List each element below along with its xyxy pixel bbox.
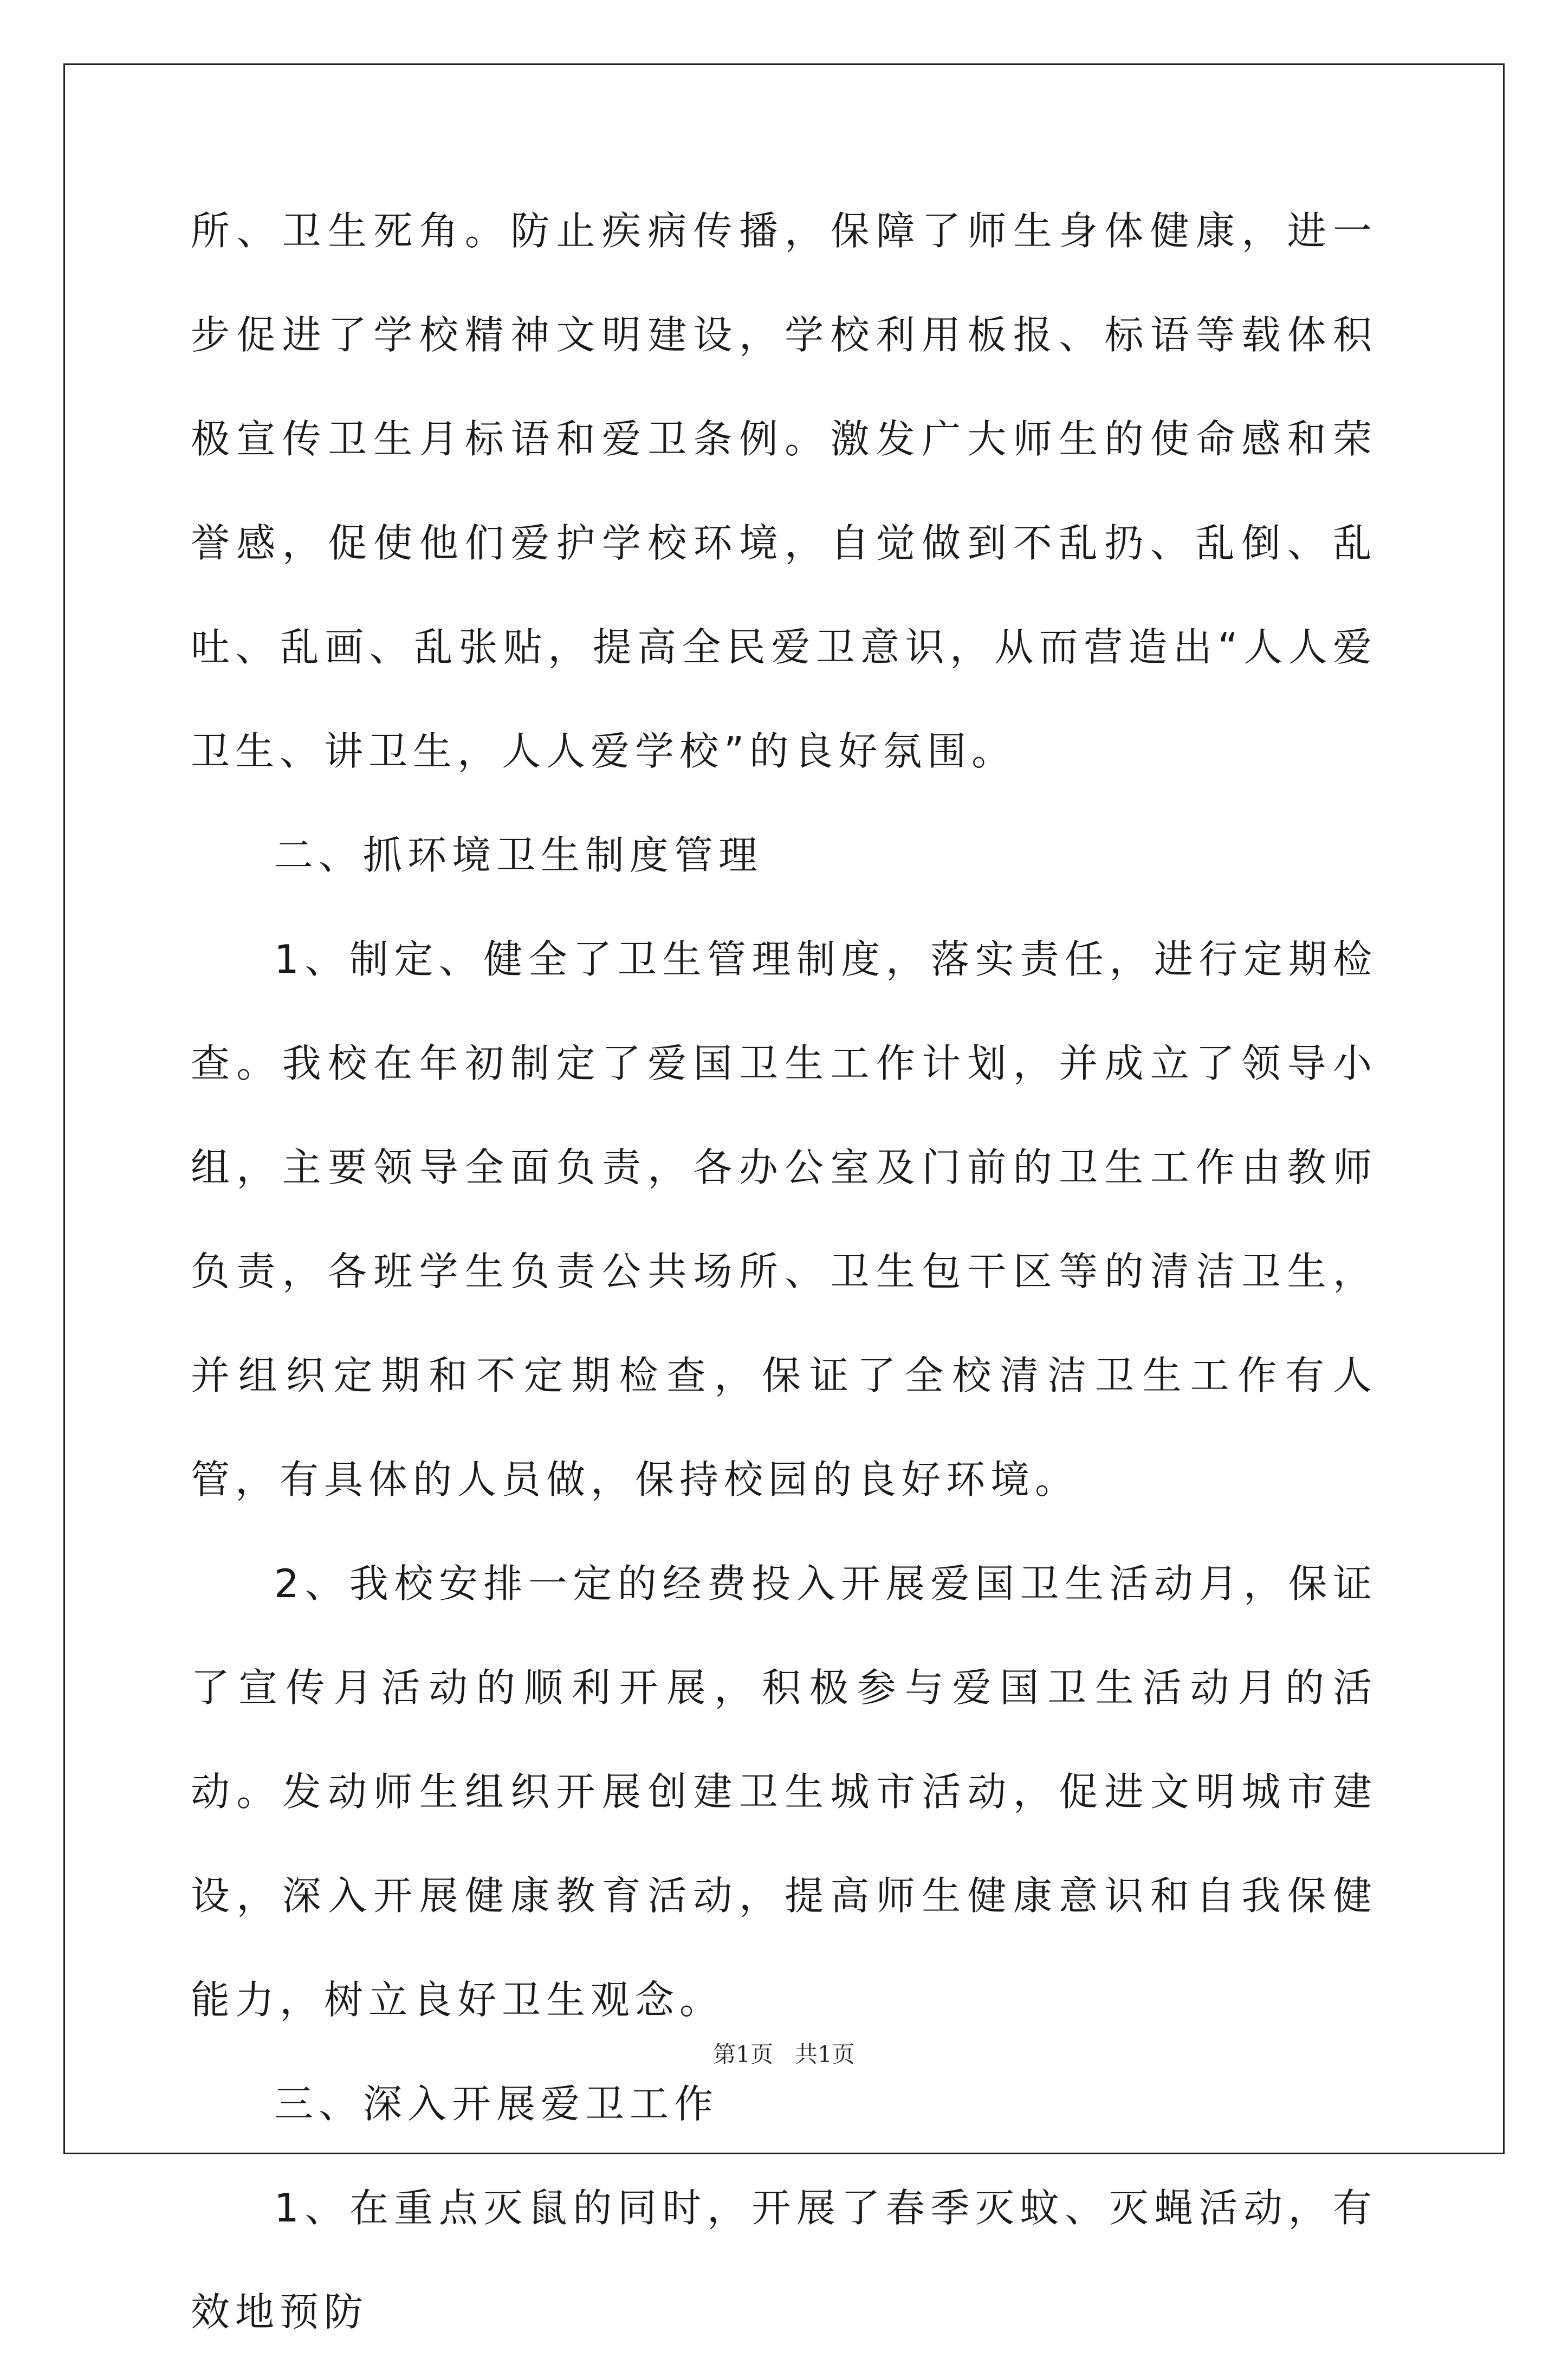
- paragraph-item-2-2: 2、我校安排一定的经费投入开展爱国卫生活动月，保证了宣传月活动的顺利开展，积极参与爱国卫生活动月的活动。发动师生组织开展创建卫生城市活动，促进文明城市建设，深入开展健康教育活动，提高师生健康意识和自我保健能力，树立良好卫生观念。: [191, 1561, 1377, 2023]
- section-heading-3: 三、深入开展爱卫工作: [274, 2081, 719, 2127]
- page-footer: 第1页 共1页: [713, 2041, 855, 2068]
- section-heading-2: 二、抓环境卫生制度管理: [274, 832, 763, 878]
- paragraph-continuation: 所、卫生死角。防止疾病传播，保障了师生身体健康，进一步促进了学校精神文明建设，学校利用板报、标语等载体积极宣传卫生月标语和爱卫条例。激发广大师生的使命感和荣誉感，促使他们爱护学校环境，自觉做到不乱扔、乱倒、乱吐、乱画、乱张贴，提高全民爱卫意识，从而营造出“人人爱卫生、讲卫生，人人爱学校”的良好氛围。: [191, 208, 1377, 774]
- paragraph-item-3-1: 1、在重点灭鼠的同时，开展了春季灭蚊、灭蝇活动，有效地预防: [191, 2185, 1377, 2335]
- paragraph-item-2-1: 1、制定、健全了卫生管理制度，落实责任，进行定期检查。我校在年初制定了爱国卫生工作计划，并成立了领导小组，主要领导全面负责，各办公室及门前的卫生工作由教师负责，各班学生负责公共场所、卫生包干区等的清洁卫生，并组织定期和不定期检查，保证了全校清洁卫生工作有人管，有具体的人员做，保持校园的良好环境。: [191, 936, 1377, 1502]
